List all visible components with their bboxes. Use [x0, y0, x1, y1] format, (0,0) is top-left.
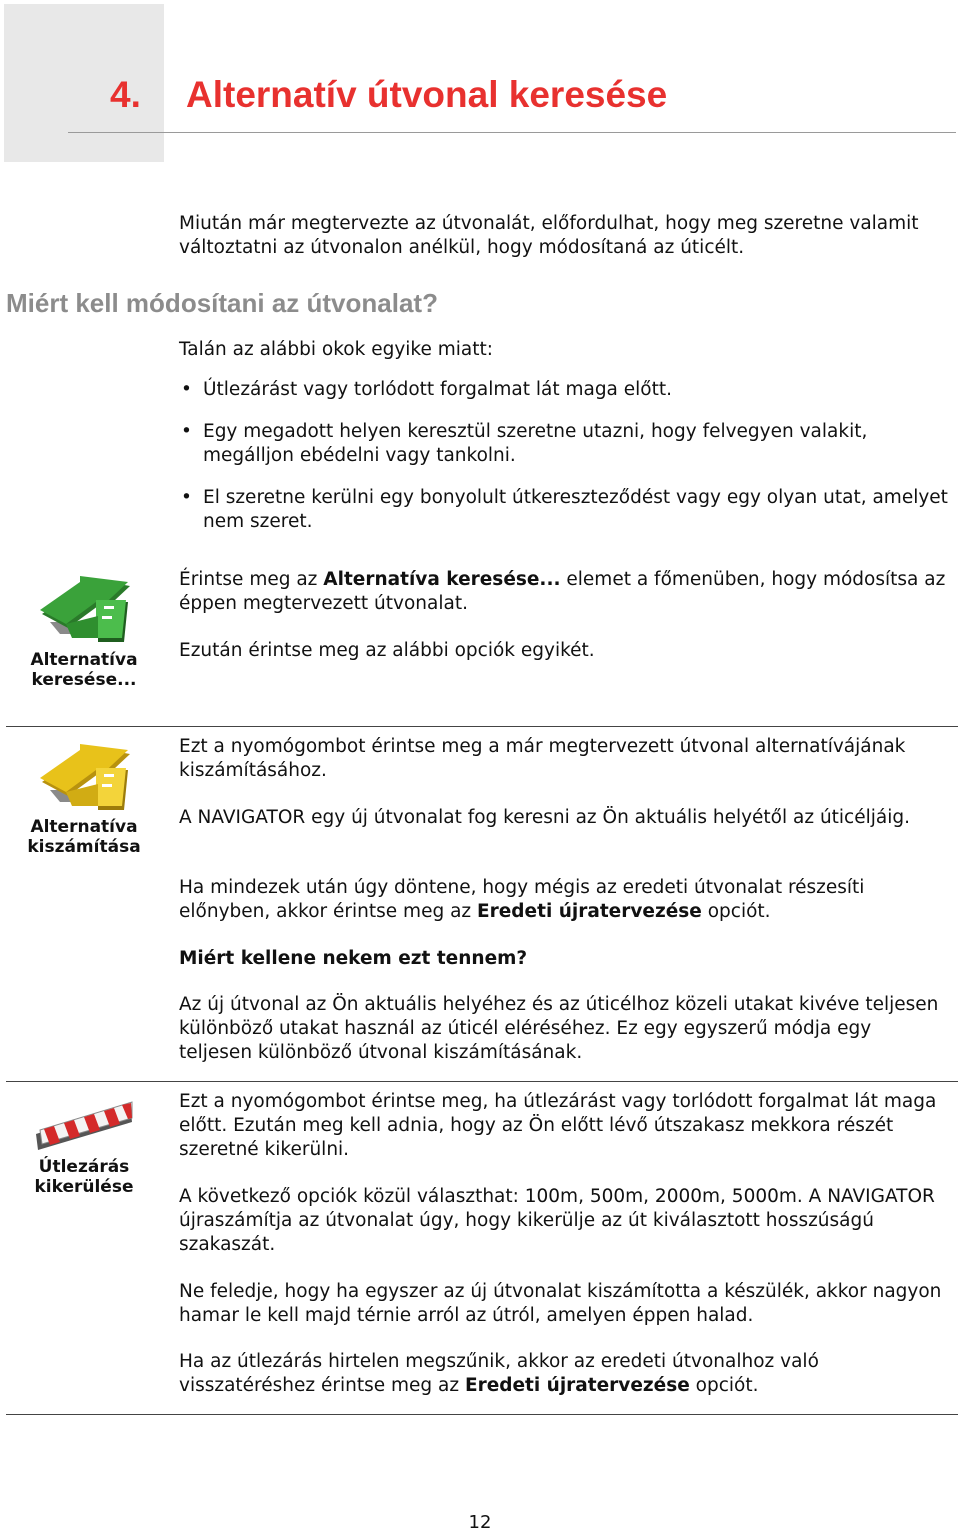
- menu-item-ref: Eredeti újratervezése: [477, 901, 702, 922]
- section-divider: [6, 1081, 958, 1082]
- avoid-roadblock-paragraph: Ezt a nyomógombot érintse meg, ha útlezárást vagy torlódott forgalmat lát maga előtt. Ezután meg kell adnia, hogy az Ön előtt lévő útszakasz mekkora részét szeretné kikerülni.: [179, 1091, 937, 1160]
- roadblock-barrier-icon[interactable]: [34, 1100, 136, 1152]
- original-replan-paragraph: Ha mindezek után úgy döntene, hogy mégis az eredeti útvonalat részesíti előnyben, akkor érintse meg az Eredeti újratervezése opciót.: [179, 877, 865, 922]
- return-paragraph: Ha az útlezárás hirtelen megszűnik, akkor az eredeti útvonalhoz való visszatéréshez érintse meg az Eredeti újratervezése opciót.: [179, 1351, 819, 1396]
- chapter-number: 4.: [110, 74, 141, 115]
- why-lead: Talán az alábbi okok egyike miatt:: [179, 339, 493, 360]
- why-heading: Miért kell módosítani az útvonalat?: [6, 288, 438, 318]
- intro-paragraph: Miután már megtervezte az útvonalát, előfordulhat, hogy meg szeretne valamit változtatni az útvonalon anélkül, hogy módosítaná az úticélt.: [179, 213, 919, 258]
- find-alternative-label: Alternatíva keresése...: [30, 650, 138, 690]
- avoid-roadblock-label: Útlezárás kikerülése: [34, 1157, 134, 1197]
- find-alternative-paragraph: Érintse meg az Alternatíva keresése... elemet a főmenüben, hogy módosítsa az éppen megtervezett útvonalat.: [179, 569, 946, 614]
- distance-options-paragraph: A következő opciók közül választhat: 100m, 500m, 2000m, 5000m. A NAVIGATOR újraszámítja az útvonalat úgy, hogy kikerülje az út kiválasztott hosszúságú szakaszát.: [179, 1186, 935, 1255]
- green-route-arrow-icon[interactable]: [38, 576, 134, 646]
- calculate-alternative-label: Alternatíva kiszámítása: [27, 817, 141, 857]
- find-alternative-instruction: Ezután érintse meg az alábbi opciók egyikét.: [179, 640, 595, 661]
- section-divider: [6, 726, 958, 727]
- reminder-paragraph: Ne feledje, hogy ha egyszer az új útvonalat kiszámította a készülék, akkor nagyon hamar le kell majd térnie arról az útról, amelyen éppen halad.: [179, 1281, 942, 1326]
- menu-item-ref: Eredeti újratervezése: [464, 1375, 690, 1396]
- why-answer: Az új útvonal az Ön aktuális helyéhez és az úticélhoz közeli utakat kivéve teljesen különböző utakat használ az úticél eléréséhez. Ez egy egyszerű módja egy teljesen különböző útvonal kiszámításának.: [179, 994, 939, 1063]
- chapter-title: Alternatív útvonal keresése: [186, 74, 668, 115]
- list-item: • Egy megadott helyen keresztül szeretne utazni, hogy felvegyen valakit, megálljon ebédelni vagy tankolni.: [179, 420, 949, 468]
- yellow-route-arrow-icon[interactable]: [38, 744, 134, 814]
- reasons-list: [179, 378, 949, 534]
- menu-item-ref: Alternatíva keresése...: [323, 569, 561, 590]
- list-item: • Útlezárást vagy torlódott forgalmat lát maga előtt.: [179, 378, 949, 402]
- list-item: • El szeretne kerülni egy bonyolult útkereszteződést vagy egy olyan utat, amelyet nem szeret.: [179, 486, 949, 534]
- title-divider: [68, 132, 956, 133]
- section-divider: [6, 1414, 958, 1415]
- calculate-alternative-detail: A NAVIGATOR egy új útvonalat fog keresni az Ön aktuális helyétől az úticéljáig.: [179, 807, 910, 828]
- why-question: Miért kellene nekem ezt tennem?: [179, 948, 528, 969]
- page-number: 12: [468, 1512, 492, 1533]
- calculate-alternative-paragraph: Ezt a nyomógombot érintse meg a már megtervezett útvonal alternatívájának kiszámításához.: [179, 736, 906, 781]
